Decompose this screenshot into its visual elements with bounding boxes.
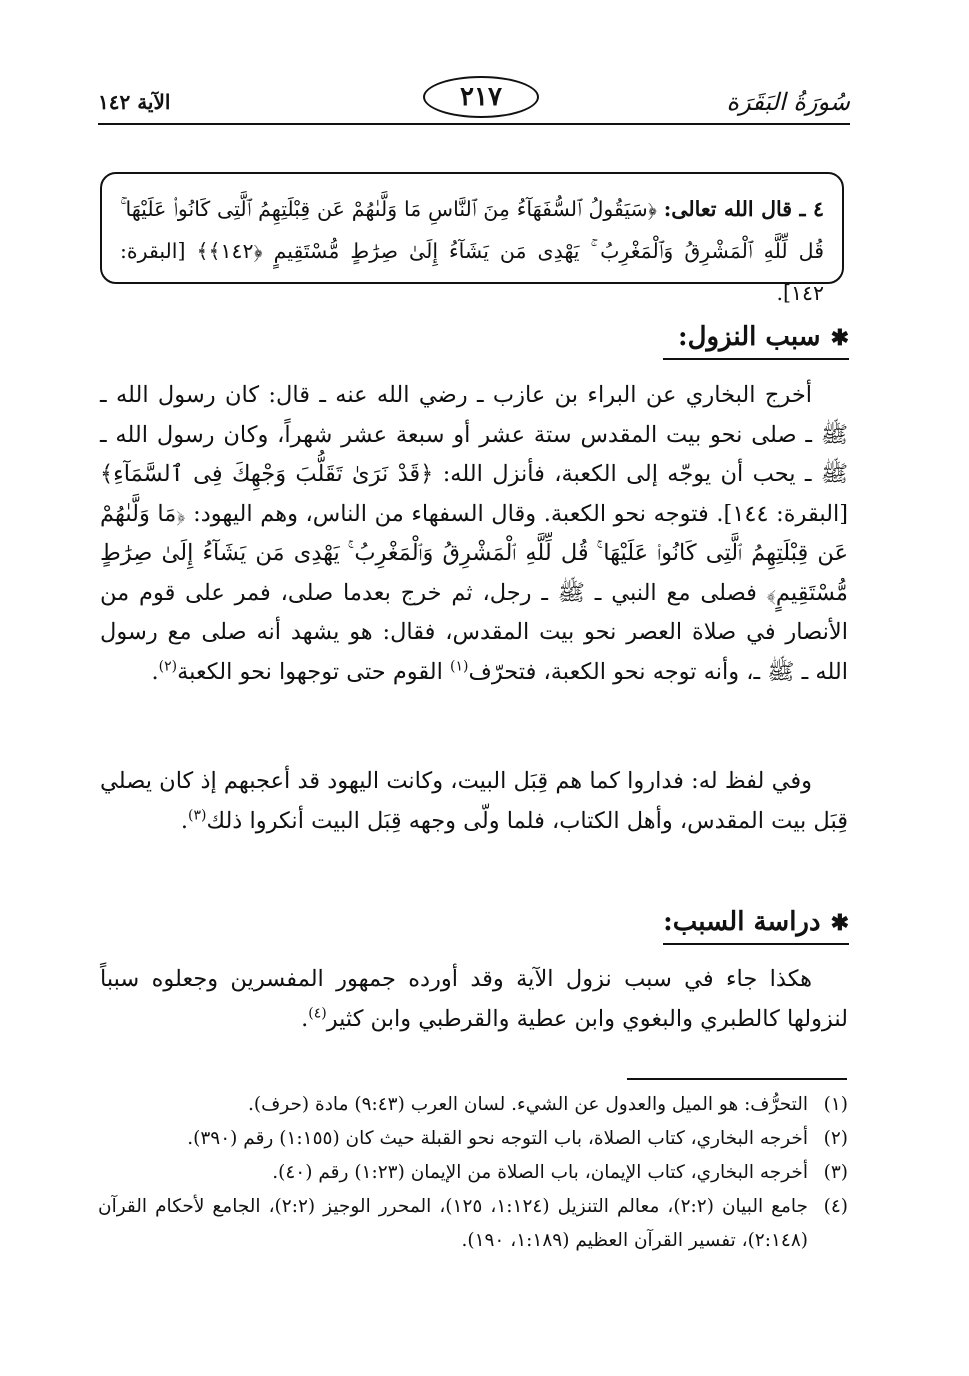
- footnote-text: أخرجه البخاري، كتاب الإيمان، باب الصلاة من الإيمان (١:٢٣) رقم (٤٠).: [272, 1162, 808, 1183]
- footnote-number: (١): [823, 1094, 848, 1115]
- section-heading-dirasa: [663, 907, 849, 937]
- heading-text: دراسة السبب:: [663, 907, 821, 937]
- footnote-ref-4[interactable]: (٤): [308, 1005, 327, 1021]
- section-heading-sabab: [678, 322, 849, 352]
- paragraph-dirasa: [100, 960, 848, 1039]
- footnote-item: [98, 1190, 848, 1258]
- period: .: [151, 658, 159, 685]
- period: .: [301, 1005, 309, 1032]
- footnote-item: [98, 1156, 848, 1190]
- verse-lead: ٤ ـ قال الله تعالى:: [663, 197, 824, 221]
- heading-underline: [663, 358, 849, 360]
- surah-title: سُورَةُ البَقَرَة: [726, 88, 850, 116]
- verse-text: ﴿سَيَقُولُ ٱلسُّفَهَآءُ مِنَ ٱلنَّاسِ مَا وَلَّىٰهُمْ عَن قِبْلَتِهِمُ ٱلَّتِى كَانُوا۟ عَلَيْهَا ۚ قُل لِّلَّهِ ٱلْمَشْرِقُ وَٱلْمَغْرِبُ ۚ يَهْدِى مَن يَشَآءُ إِلَىٰ صِرَٰطٍ مُّسْتَقِيمٍ ﴿١٤٢﴾﴾ [البقرة: ١٤٢].: [120, 197, 824, 305]
- paragraph-text: وفي لفظ له: فداروا كما هم قِبَل البيت، وكانت اليهود قد أعجبهم إذ كان يصلي قِبَل بيت المقدس، وأهل الكتاب، فلما ولّى وجهه قِبَل البيت أنكروا ذلك: [100, 768, 848, 834]
- footnote-number: (٢): [823, 1128, 848, 1149]
- verse-box: [100, 172, 844, 305]
- heading-text: سبب النزول:: [677, 322, 821, 352]
- page-number: ٢١٧: [423, 76, 539, 118]
- paragraph-text: أخرج البخاري عن البراء بن عازب ـ رضي الله عنه ـ قال: كان رسول الله ـ ﷺ ـ صلى نحو بيت المقدس ستة عشر أو سبعة عشر شهراً، وكان رسول الله ـ ﷺ ـ يحب أن يوجّه إلى الكعبة، فأنزل الله: ﴿قَدْ نَرَىٰ تَقَلُّبَ وَجْهِكَ فِى ٱلسَّمَآءِ﴾ [البقرة: ١٤٤]. فتوجه نحو الكعبة. وقال السفهاء من الناس، وهم اليهود: ﴿مَا وَلَّىٰهُمْ عَن قِبْلَتِهِمُ ٱلَّتِى كَانُوا۟ عَلَيْهَا ۚ قُل لِّلَّهِ ٱلْمَشْرِقُ وَٱلْمَغْرِبُ ۚ يَهْدِى مَن يَشَآءُ إِلَىٰ صِرَٰطٍ مُّسْتَقِيمٍ﴾ فصلى مع النبي ـ ﷺ ـ رجل، ثم خرج بعدما صلى، فمر على قوم من الأنصار في صلاة العصر نحو بيت المقدس، فقال: هو يشهد أنه صلى مع رسول الله ـ ﷺ ـ، وأنه توجه نحو الكعبة، فتحرّف: [100, 382, 848, 685]
- footnote-text: التحرُّف: هو الميل والعدول عن الشيء. لسان العرب (٩:٤٣) مادة (حرف).: [247, 1094, 808, 1115]
- footnote-ref-1[interactable]: (١): [450, 658, 469, 674]
- ayah-reference: الآية ١٤٢: [98, 90, 171, 114]
- paragraph-main: [100, 376, 848, 692]
- paragraph-second: [100, 762, 848, 841]
- footnotes: [98, 1088, 848, 1258]
- footnote-ref-2[interactable]: (٢): [158, 658, 178, 674]
- footnote-number: (٤): [823, 1196, 848, 1217]
- paragraph-text-end: القوم حتى توجهوا نحو الكعبة: [177, 658, 451, 685]
- page-header: [98, 76, 850, 128]
- paragraph-text: هكذا جاء في سبب نزول الآية وقد أورده جمهور المفسرين وجعلوه سبباً لنزولها كالطبري والبغوي وابن عطية والقرطبي وابن كثير: [100, 966, 848, 1032]
- footnote-text: جامع البيان (٢:٢)، معالم التنزيل (١:١٢٤، ١٢٥)، المحرر الوجيز (٢:٢)، الجامع لأحكام القرآن (٢:١٤٨)، تفسير القرآن العظيم (١:١٨٩، ١٩٠).: [98, 1196, 808, 1251]
- heading-underline: [663, 943, 849, 945]
- footnote-item: [98, 1122, 848, 1156]
- footnote-item: [98, 1088, 848, 1122]
- footnote-ref-3[interactable]: (٣): [188, 807, 207, 823]
- asterisk-icon: ✱: [830, 910, 849, 936]
- footnote-text: أخرجه البخاري، كتاب الصلاة، باب التوجه نحو القبلة حيث كان (١:١٥٥) رقم (٣٩٠).: [187, 1128, 808, 1149]
- footnote-divider: [627, 1078, 847, 1080]
- header-divider: [98, 123, 850, 125]
- asterisk-icon: ✱: [830, 325, 849, 351]
- period: .: [180, 807, 189, 834]
- footnote-number: (٣): [823, 1162, 848, 1183]
